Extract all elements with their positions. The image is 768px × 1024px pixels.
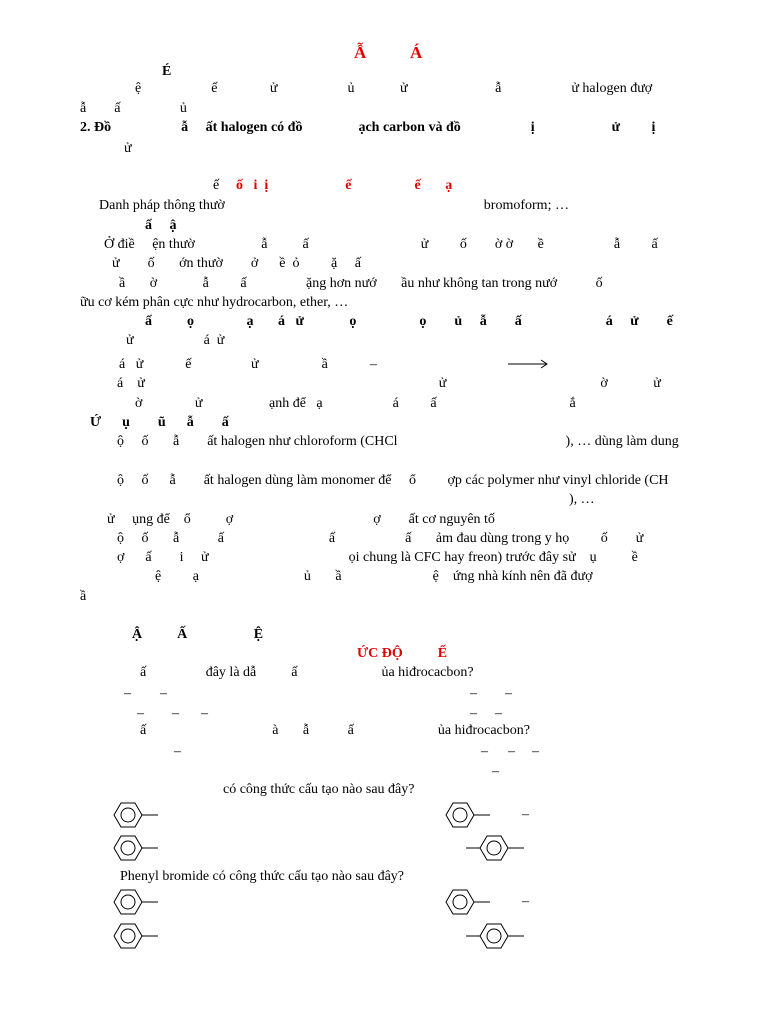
dash: – [470,686,477,701]
benzene-ring-icon [108,921,160,951]
text-line: Danh pháp thông thườ bromoform; … [99,198,569,213]
question-4: Phenyl bromide có công thức cấu tạo nào sau đây? [120,869,404,884]
level-heading: ỨC ĐỘ Ế [357,646,448,661]
text-line: ấ ọ ạ á ử ọ ọ ủ ẫ ấ á ử ế [145,314,673,329]
benzene-ring-icon [108,833,160,863]
text-line: ờ ử ạnh để ạ á ấ ắ [135,396,576,411]
text-line: ấ ậ [145,218,177,233]
benzene-ring-icon [464,921,536,951]
text-line: Ở điề ện thườ ẫ ấ ử ố ờ ờ ề ẫ ấ [104,237,658,252]
question-3: có công thức cấu tạo nào sau đây? [223,782,415,797]
text-line: ộ ố ẫ ất halogen như chloroform (CHCl ), … dùng làm dung [117,434,679,449]
text-line: ợ ấ i ử ọi chung là CFC hay freon) trước đây sử ụ ề [117,550,638,565]
dash: – [492,764,499,779]
dash: – [124,686,131,701]
text-line: ệ ạ ủ ầ ệ ứng nhà kính nên đã đượ [155,569,593,584]
dash: – [508,744,515,759]
question-1: ấ đây là dẫ ấ ủa hiđrocacbon? [140,665,474,680]
text-line: á ử ế ử ầ – [119,357,377,372]
dash: – [532,744,539,759]
text-line: 2. Đồ ẫ ất halogen có đồ ạch carbon và đồ ị ử ị [80,120,656,135]
benzene-ring-icon [108,800,160,830]
section-heading: Ứ ụ ũ ẫ ấ [90,415,229,430]
dash: – [505,686,512,701]
text-line: á ử ử ờ ử [117,376,661,391]
text-line: ộ ố ẫ ấ ấ ấ ảm đau dùng trong y họ ố ử [117,531,644,546]
text-line: ế [213,178,220,193]
benzene-ring-icon [108,887,160,917]
dash: – [137,706,144,721]
exercise-heading: Ậ Ấ Ệ [132,627,264,642]
dash: – [160,686,167,701]
dash: – [174,744,181,759]
dash: – [522,894,529,909]
text-line: ), … [569,492,595,507]
text-line: ệ ế ử ủ ử ẫ ử halogen đượ [135,81,653,96]
text-line: ộ ố ẫ ất halogen dùng làm monomer để ổ ợp các polymer như vinyl chloride (CH [117,473,669,488]
title-left: Ẫ [354,43,367,62]
text-line: ầ [80,589,87,604]
text-line: ầ ờ ẫ ấ ặng hơn nướ ầu như không tan trong nướ ố [119,276,603,291]
text-line: ẫ ấ ủ [80,101,187,116]
benzene-ring-icon [440,887,492,917]
benzene-ring-icon [464,833,536,863]
section-1-heading: É [162,64,172,79]
dash: – [522,807,529,822]
dash: – [470,706,477,721]
dash: – [481,744,488,759]
text-line: ử [124,141,132,156]
dash: – [201,706,208,721]
question-2: ấ à ẫ ấ ủa hiđrocacbon? [140,723,530,738]
reaction-arrow-icon [508,357,550,371]
text-line: ữu cơ kém phân cực như hydrocarbon, ether, … [80,295,349,310]
text-line: ử á ử [126,333,225,348]
text-line: ử ụng để ổ ợ ợ ất cơ nguyên tố [107,512,495,527]
benzene-ring-icon [440,800,492,830]
title-right: Á [410,43,423,62]
text-line: ử ố ớn thườ ở ề ỏ ặ ấ [112,256,361,271]
dash: – [495,706,502,721]
red-heading: ố i ị ế ế ạ [236,178,453,193]
dash: – [172,706,179,721]
